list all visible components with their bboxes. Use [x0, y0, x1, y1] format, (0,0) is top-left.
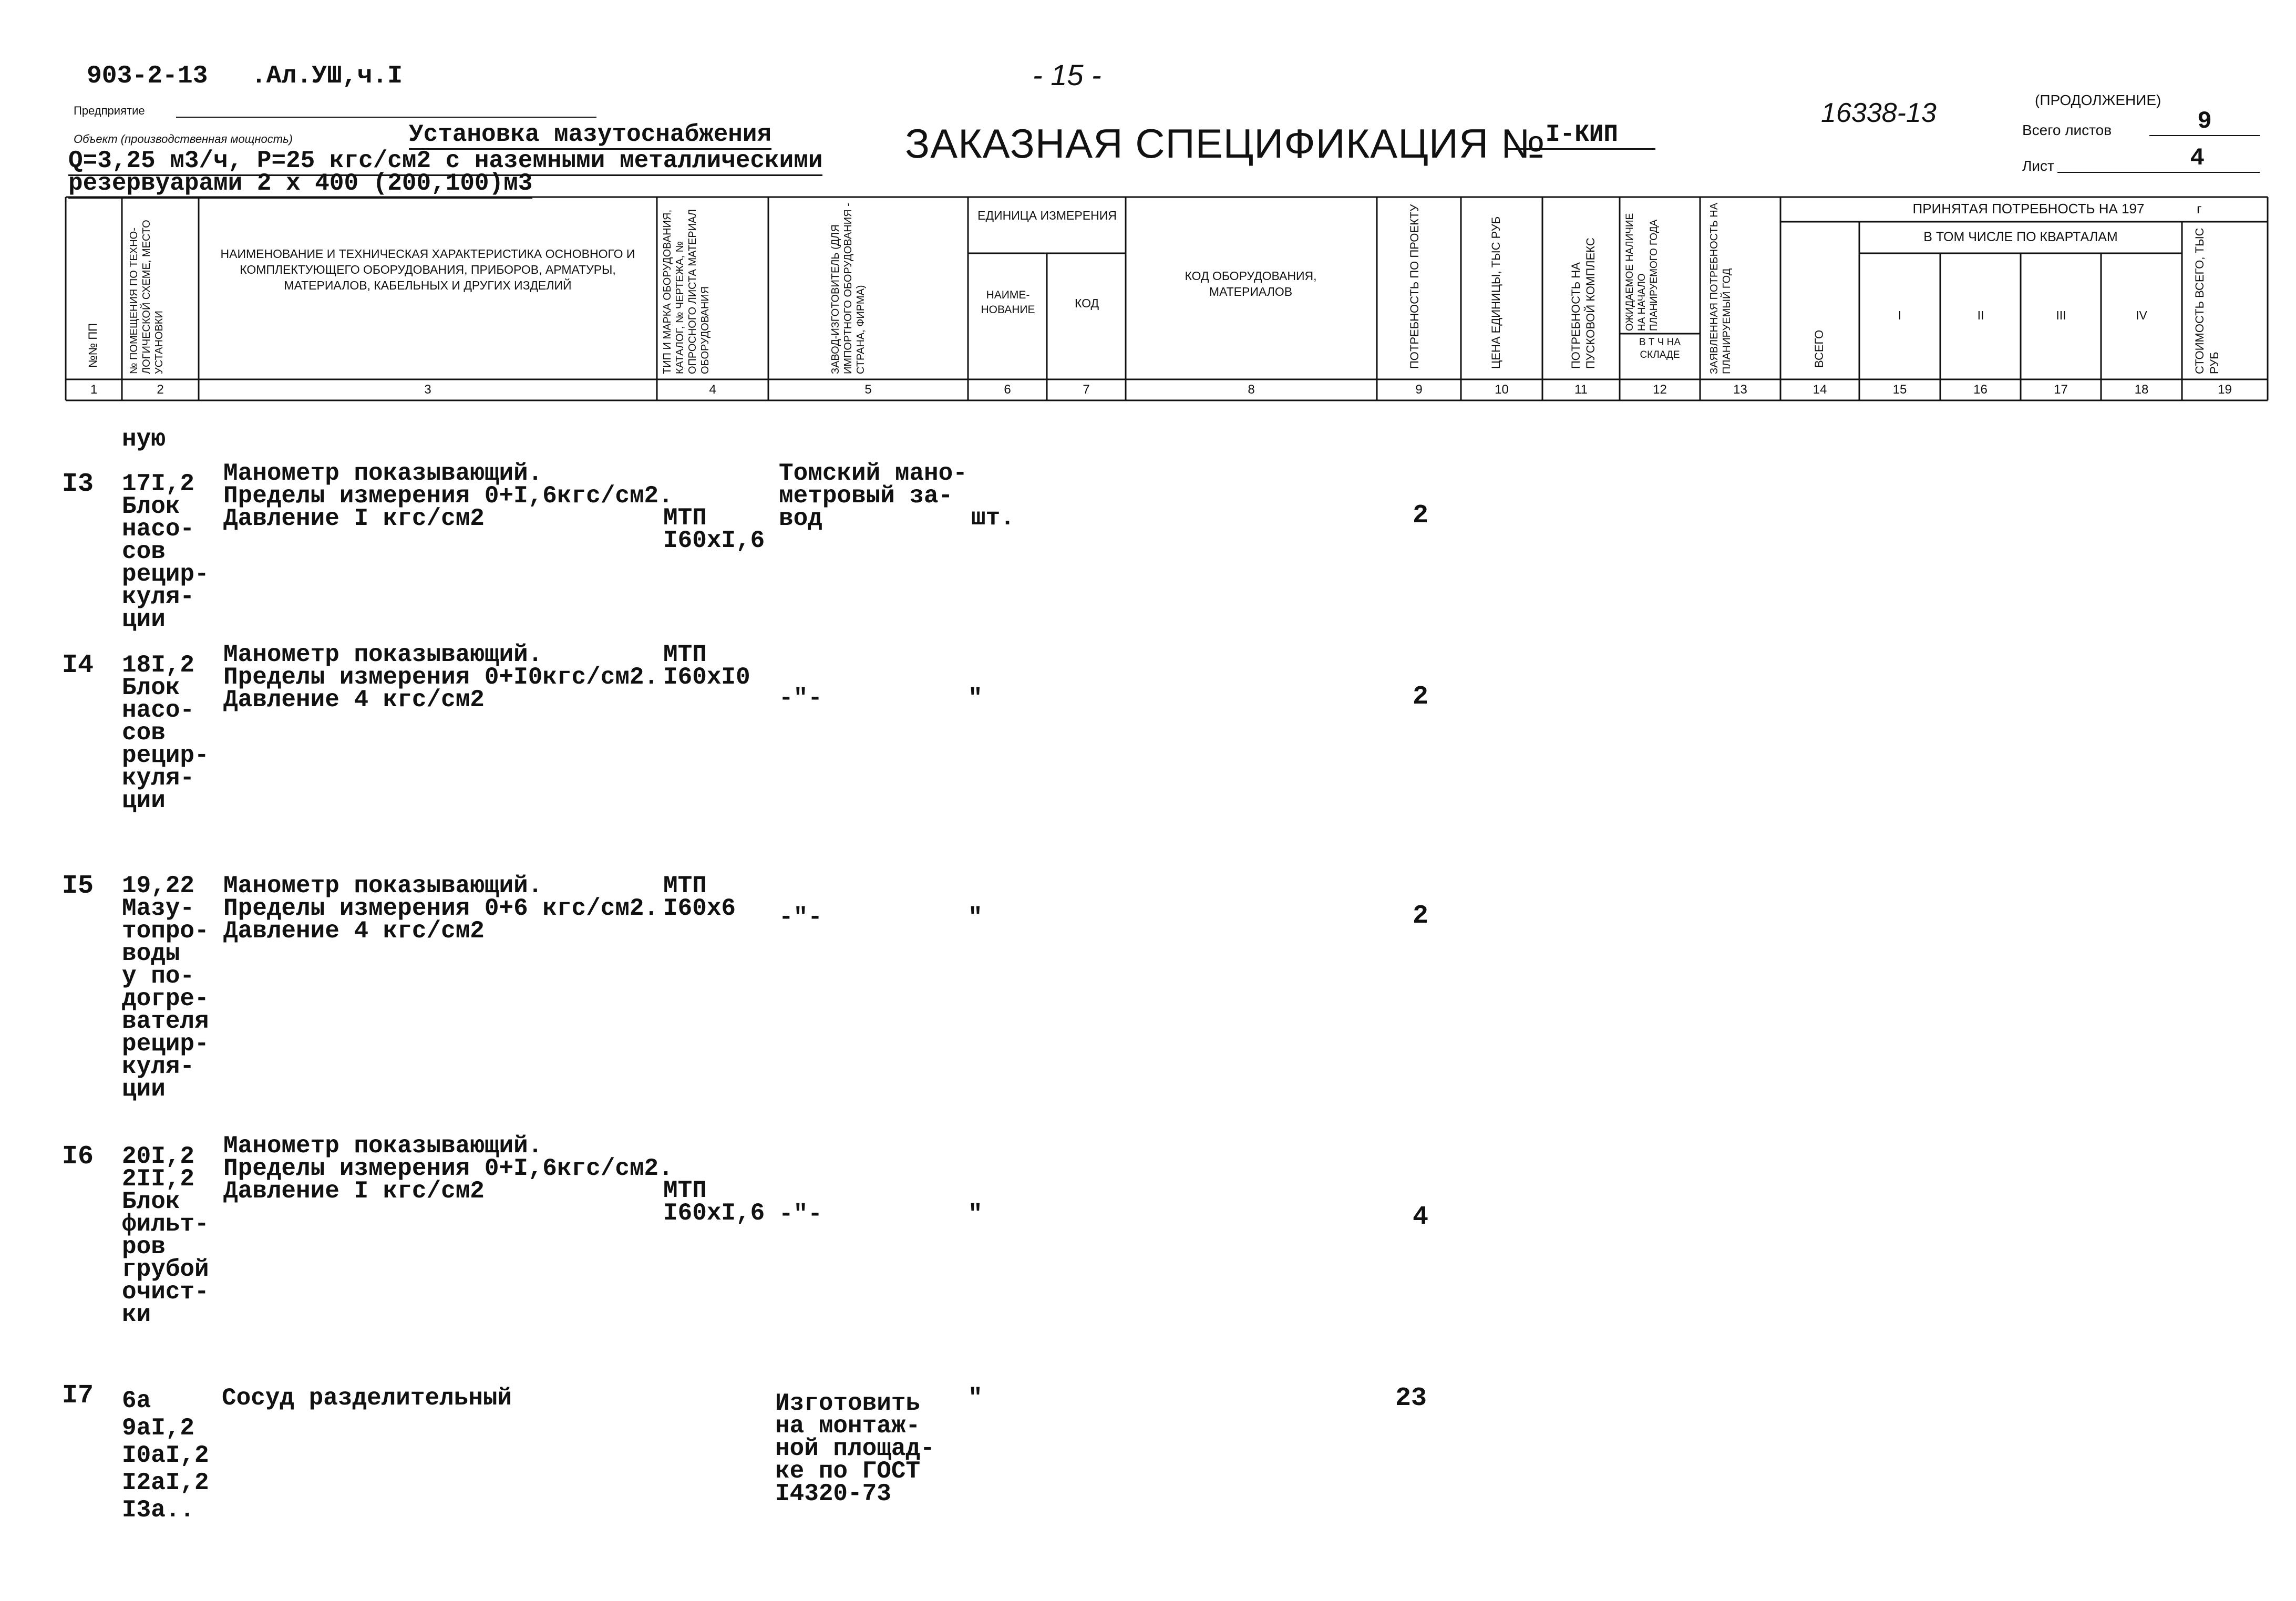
continuation-label: (ПРОДОЛЖЕНИЕ): [2035, 92, 2161, 108]
row-maker: Изготовить на монтаж- ной площад- ке по ГОСТ I4320-73: [775, 1390, 935, 1507]
row-place: 17I,2 Блок насо- сов рецир- куля- ции: [122, 470, 209, 633]
header-q3: III: [2056, 308, 2066, 322]
header-col11: ПОТРЕБНОСТЬ НА ПУСКОВОЙ КОМПЛЕКС: [1569, 237, 1597, 369]
row-unit: ": [968, 904, 983, 931]
row-qty: 4: [1413, 1202, 1429, 1232]
object-line-3: резервуарами 2 х 400 (200,100)м3: [68, 170, 532, 197]
col-number: 14: [1813, 383, 1827, 397]
row-place: 19,22 Мазу- топро- воды у по- догре- вателя рецир- куля- ции: [122, 872, 209, 1103]
sheet-value: 4: [2057, 144, 2260, 173]
col-number: 9: [1415, 383, 1423, 397]
inventory-number: 16338-13: [1821, 98, 1937, 128]
row-place: 20I,2 2II,2 Блок фильт- ров грубой очист- ки: [122, 1143, 209, 1328]
row-maker: -"-: [779, 904, 822, 931]
row-unit: ": [968, 685, 983, 712]
row-number: I6: [62, 1142, 94, 1172]
header-col2: № ПОМЕЩЕНИЯ ПО ТЕХНО-ЛОГИЧЕСКОЙ СХЕМЕ, МЕСТО УСТАНОВКИ: [128, 220, 165, 374]
header-col12-top: ОЖИДАЕМОЕ НАЛИЧИЕ НА НАЧАЛО ПЛАНИРУЕМОГО ГОДА: [1624, 213, 1660, 331]
row-qty: 2: [1413, 501, 1429, 531]
row-unit: шт.: [971, 504, 1015, 532]
header-col8: КОД ОБОРУДОВАНИЯ, МАТЕРИАЛОВ: [1185, 269, 1317, 298]
total-sheets-value: 9: [2149, 108, 2260, 136]
row-name: Манометр показывающий. Пределы измерения 0+I0кгс/см2. Давление 4 кгс/см2: [223, 641, 659, 714]
col-number: 15: [1892, 383, 1907, 397]
row-maker: -"-: [779, 685, 822, 712]
row-type: МТП I60хI0: [663, 641, 750, 691]
header-q1: I: [1898, 308, 1902, 322]
row-number: I3: [62, 469, 94, 499]
object-label: Объект (производственная мощность): [74, 132, 293, 146]
row-number: I4: [62, 650, 94, 680]
row-type: МТП I60хI,6: [663, 504, 765, 554]
row-type: МТП I60х6: [663, 872, 736, 922]
header-q4: IV: [2136, 308, 2147, 322]
row-name: Манометр показывающий. Пределы измерения 0+I,6кгс/см2. Давление I кгс/см2: [223, 1132, 673, 1205]
header-unit-group: ЕДИНИЦА ИЗМЕРЕНИЯ: [977, 209, 1117, 222]
sheet-label: Лист: [2022, 158, 2054, 174]
header-quarters: В ТОМ ЧИСЛЕ ПО КВАРТАЛАМ: [1923, 230, 2118, 244]
row-type: МТП I60хI,6: [663, 1177, 765, 1227]
object-line-1: Установка мазутоснабжения: [409, 121, 771, 148]
header-col10: ЦЕНА ЕДИНИЦЫ, ТЫС РУБ: [1489, 216, 1502, 369]
header-col3: НАИМЕНОВАНИЕ И ТЕХНИЧЕСКАЯ ХАРАКТЕРИСТИКА ОСНОВНОГО И КОМПЛЕКТУЮЩЕГО ОБОРУДОВАНИЯ, ПРИБОРОВ, АРМАТУРЫ, МАТЕРИАЛОВ, КАБЕЛЬНЫХ И ДРУГИХ ИЗДЕЛИЙ: [220, 247, 635, 292]
col-number: 18: [2134, 383, 2149, 397]
spec-number: I-КИП: [1508, 121, 1655, 150]
col-number: 11: [1574, 383, 1588, 397]
col-number: 7: [1083, 383, 1090, 397]
col-number: 16: [1973, 383, 1988, 397]
header-col14: ВСЕГО: [1813, 329, 1826, 368]
col-number: 13: [1733, 383, 1747, 397]
row-place: 18I,2 Блок насо- сов рецир- куля- ции: [122, 652, 209, 814]
row-unit: ": [968, 1385, 983, 1412]
header-col19: СТОИМОСТЬ ВСЕГО, ТЫС РУБ: [2193, 228, 2221, 374]
header-accepted: ПРИНЯТАЯ ПОТРЕБНОСТЬ НА 197: [1912, 201, 2145, 216]
col-number: 2: [157, 383, 164, 397]
row-name: Сосуд разделительный: [222, 1385, 512, 1412]
object-line-2: Q=3,25 м3/ч, P=25 кгс/см2 с наземными металлическими: [68, 147, 822, 174]
row-maker: -"-: [779, 1201, 822, 1228]
row-maker: Томский мано- метровый за- вод: [779, 460, 967, 532]
col-number: 4: [709, 383, 716, 397]
header-col9: ПОТРЕБНОСТЬ ПО ПРОЕКТУ: [1408, 204, 1421, 369]
row-qty: 2: [1413, 682, 1429, 712]
row-place: 6а 9аI,2 I0аI,2 I2аI,2 I3а..: [122, 1387, 209, 1524]
col-number: 17: [2054, 383, 2068, 397]
header-col4: ТИП И МАРКА ОБОРУДОВАНИЯ, КАТАЛОГ, № ЧЕРТЕЖА, № ОПРОСНОГО ЛИСТА МАТЕРИАЛ ОБОРУДОВАНИЯ: [662, 209, 711, 374]
document-code: 903-2-13: [87, 62, 208, 90]
header-accepted-suffix: г: [2197, 201, 2202, 216]
col-number: 19: [2218, 383, 2232, 397]
row-qty: 2: [1413, 901, 1429, 931]
row-name: Манометр показывающий. Пределы измерения 0+6 кгс/см2. Давление 4 кгс/см2: [223, 872, 659, 945]
row-number: I5: [62, 871, 94, 901]
col-number: 12: [1653, 383, 1667, 397]
col-number: 6: [1004, 383, 1011, 397]
header-col6: НАИМЕ-НОВАНИЕ: [981, 289, 1035, 316]
col-number: 3: [424, 383, 431, 397]
header-col7: КОД: [1074, 296, 1099, 310]
row-name: Манометр показывающий. Пределы измерения 0+I,6кгс/см2. Давление I кгс/см2: [223, 460, 673, 532]
header-q2: II: [1977, 308, 1984, 322]
document-title: ЗАКАЗНАЯ СПЕЦИФИКАЦИЯ №: [905, 120, 1546, 167]
header-col5: ЗАВОД-ИЗГОТОВИТЕЛЬ (ДЛЯ ИМПОРТНОГО ОБОРУДОВАНИЯ - СТРАНА, ФИРМА): [830, 203, 867, 374]
header-col1: №№ ПП: [86, 323, 99, 368]
row-unit: ": [968, 1201, 983, 1228]
header-col12-bottom: В Т Ч НА СКЛАДЕ: [1639, 337, 1681, 360]
row-number: I7: [62, 1381, 94, 1411]
col-number: 10: [1495, 383, 1509, 397]
carryover-text: ную: [122, 426, 166, 453]
total-sheets-label: Всего листов: [2022, 122, 2112, 138]
album-label: .Ал.УШ,ч.I: [251, 62, 403, 90]
enterprise-label: Предприятие: [74, 104, 145, 117]
col-number: 1: [90, 383, 98, 397]
col-number: 5: [864, 383, 872, 397]
header-col13: ЗАЯВЛЕННАЯ ПОТРЕБНОСТЬ НА ПЛАНИРУЕМЫЙ ГОД: [1708, 202, 1733, 374]
page-number: - 15 -: [1033, 58, 1101, 91]
row-qty: 23: [1395, 1383, 1427, 1413]
col-number: 8: [1248, 383, 1255, 397]
